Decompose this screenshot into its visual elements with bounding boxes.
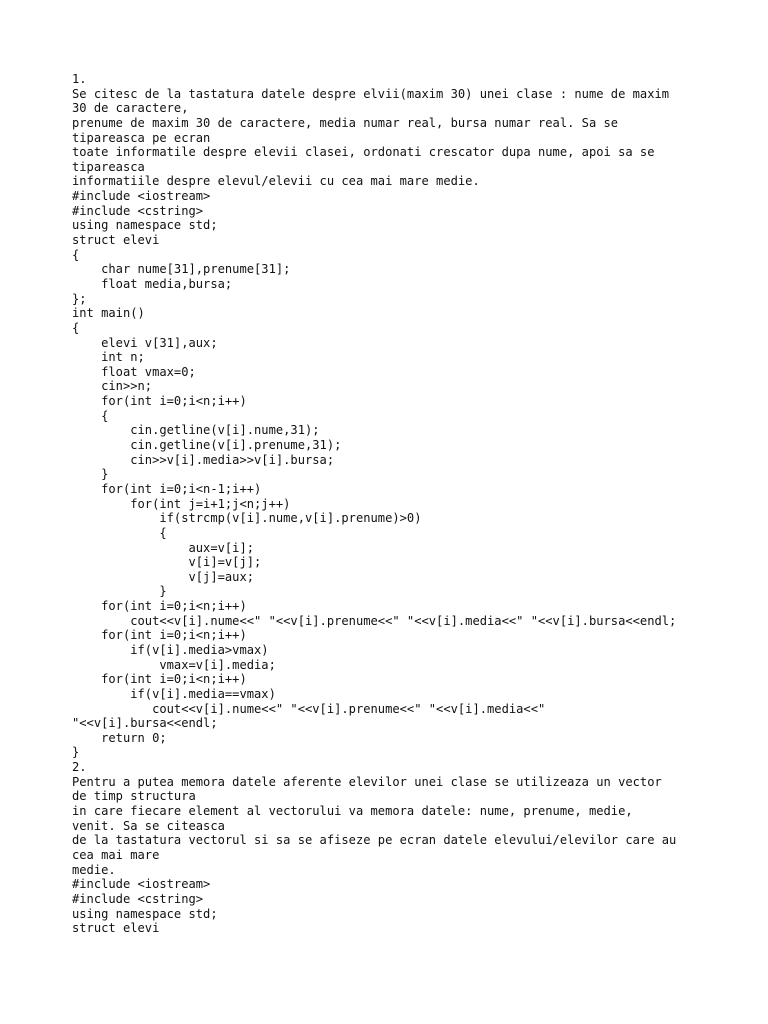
text-line: cout<<v[i].nume<<" "<<v[i].prenume<<" "<<v[i].media<<" — [72, 701, 546, 716]
text-line: prenume de maxim 30 de caractere, media numar real, bursa numar real. Sa se — [72, 115, 619, 130]
text-line: int n; — [72, 350, 145, 365]
text-line: #include <iostream> — [72, 877, 211, 892]
text-line: Se citesc de la tastatura datele despre elvii(maxim 30) unei clase : nume de maxim — [72, 86, 670, 101]
text-line: { — [72, 525, 167, 540]
text-line: v[j]=aux; — [72, 569, 255, 584]
text-line: cea mai mare — [72, 847, 160, 862]
text-line: tipareasca pe ecran — [72, 130, 211, 145]
text-line: cin>>n; — [72, 379, 153, 394]
text-line: venit. Sa se citeasca — [72, 818, 225, 833]
text-line: if(strcmp(v[i].nume,v[i].prenume)>0) — [72, 511, 422, 526]
text-line: #include <iostream> — [72, 189, 211, 204]
text-line: "<<v[i].bursa<<endl; — [72, 716, 218, 731]
text-line: #include <cstring> — [72, 203, 204, 218]
text-line: 2. — [72, 760, 87, 775]
text-line: cin>>v[i].media>>v[i].bursa; — [72, 452, 335, 467]
text-line: { — [72, 320, 80, 335]
text-line: for(int i=0;i<n;i++) — [72, 599, 247, 614]
text-line: struct elevi — [72, 233, 160, 248]
text-line: float vmax=0; — [72, 364, 196, 379]
text-line: medie. — [72, 862, 116, 877]
text-line: if(v[i].media==vmax) — [72, 686, 276, 701]
text-line: elevi v[31],aux; — [72, 335, 218, 350]
text-line: v[i]=v[j]; — [72, 555, 262, 570]
text-line: struct elevi — [72, 921, 160, 936]
text-line: }; — [72, 291, 87, 306]
text-line: de la tastatura vectorul si sa se afiseze pe ecran datele elevului/elevilor care au — [72, 833, 677, 848]
text-line: char nume[31],prenume[31]; — [72, 262, 291, 277]
text-line: } — [72, 745, 80, 760]
text-line: float media,bursa; — [72, 276, 233, 291]
text-line: for(int i=0;i<n-1;i++) — [72, 481, 262, 496]
document-text — [72, 72, 702, 936]
text-line: using namespace std; — [72, 218, 218, 233]
text-line: if(v[i].media>vmax) — [72, 642, 269, 657]
text-line: de timp structura — [72, 789, 196, 804]
text-line: cin.getline(v[i].nume,31); — [72, 423, 320, 438]
text-line: in care fiecare element al vectorului va memora datele: nume, prenume, medie, — [72, 804, 633, 819]
text-line: for(int i=0;i<n;i++) — [72, 394, 247, 409]
text-line: { — [72, 408, 109, 423]
text-line: return 0; — [72, 730, 167, 745]
text-line: for(int i=0;i<n;i++) — [72, 628, 247, 643]
text-line: for(int i=0;i<n;i++) — [72, 672, 247, 687]
text-line: int main() — [72, 306, 145, 321]
text-line: { — [72, 247, 80, 262]
text-line: toate informatile despre elevii clasei, ordonati crescator dupa nume, apoi sa se — [72, 145, 655, 160]
text-line: for(int j=i+1;j<n;j++) — [72, 496, 291, 511]
text-line: Pentru a putea memora datele aferente elevilor unei clase se utilizeaza un vector — [72, 774, 662, 789]
text-line: } — [72, 467, 109, 482]
text-line: aux=v[i]; — [72, 540, 255, 555]
text-line: } — [72, 584, 167, 599]
text-line: cin.getline(v[i].prenume,31); — [72, 438, 342, 453]
text-line: cout<<v[i].nume<<" "<<v[i].prenume<<" "<<v[i].media<<" "<<v[i].bursa<<endl; — [72, 613, 677, 628]
text-line: 1. — [72, 72, 87, 86]
text-line: informatiile despre elevul/elevii cu cea mai mare medie. — [72, 174, 480, 189]
text-line: 30 de caractere, — [72, 101, 189, 116]
text-line: #include <cstring> — [72, 891, 204, 906]
text-line: using namespace std; — [72, 906, 218, 921]
text-line: tipareasca — [72, 159, 145, 174]
text-line: vmax=v[i].media; — [72, 657, 276, 672]
